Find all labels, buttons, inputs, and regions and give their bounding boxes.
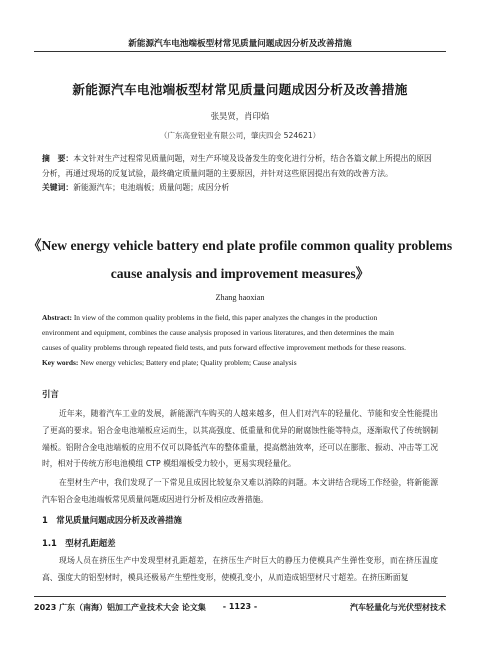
- keywords-en-label: Key words:: [42, 358, 79, 367]
- author-en: Zhang haoxian: [215, 293, 265, 302]
- keywords-zh-text: 新能源汽车；电池端板；质量问题；成因分析: [73, 183, 230, 193]
- affiliation-zh: （广东高登铝业有限公司，肇庆四会 524621）: [159, 131, 321, 140]
- running-header: 新能源汽车电池端板型材常见质量问题成因分析及改善措施: [128, 39, 352, 49]
- abstract-en: [42, 310, 442, 370]
- footer-rule: [34, 596, 446, 597]
- keywords-en-text: New energy vehicles; Battery end plate; Quality problem; Cause analysis: [78, 358, 297, 367]
- section-heading-intro: 引言: [42, 389, 59, 399]
- intro-paragraph: 在型材生产中，我们发现了一下常见且成因比较复杂又难以消除的问题。本文讲结合现场工作经验，将新能源汽车铝合金电池端板常见质量问题成因进行分析及相应改善措施。: [42, 478, 438, 504]
- abstract-zh-line: 本文针对生产过程常见质量问题，对生产环境及设备发生的变化进行分析，结合各篇文献上所提出的原因: [73, 154, 432, 163]
- abstract-en-line: causes of quality problems through repeated field tests, and puts forward effective improvement methods for these reasons.: [42, 343, 406, 352]
- footer-right: 汽车轻量化与光伏型材技术: [350, 603, 446, 612]
- abstract-zh-label: 摘 要：: [42, 154, 74, 163]
- header-rule: [34, 51, 446, 52]
- keywords-zh-label: 关键词：: [42, 183, 74, 193]
- abstract-en-line: In view of the common quality problems in the field, this paper analyzes the changes in the production: [71, 313, 378, 322]
- paper-title-en-line: 《New energy vehicle battery end plate profile common quality problems: [27, 238, 453, 253]
- section-heading-1: 1 常见质量问题成因分析及改善措施: [42, 515, 182, 525]
- footer-left: 2023 广东（南海）铝加工产业技术大会 论文集: [34, 603, 206, 612]
- abstract-en-label: Abstract:: [42, 313, 72, 322]
- intro-paragraph: 近年来，随着汽车工业的发展，新能源汽车购买的人越来越多，但人们对汽车的轻量化、节能和安全性能提出了更高的要求。铝合金电池端板应运而生，以其高强度、低重量和优异的耐腐蚀性能等特点，逐渐取代了传统钢制端板。铝附合金电池端板的应用不仅可以降低汽车的整体重量，提高燃油效率，还可以在膨胀、振动、冲击等工况时，相对于传统方形电池模组 CTP 模组端板受力较小，更易实现轻量化。: [42, 409, 438, 469]
- section-paragraph: 现场人员在挤压生产中发现型材孔距超差，在挤压生产时巨大的静压力使模具产生弹性变形，而在挤压温度高、强度大的铝型材时，模具还极易产生塑性变形，使模孔变小，从而造成铝型材尺寸超差。在挤压断面复: [42, 556, 438, 582]
- paper-title-en-line: cause analysis and improvement measures》: [110, 266, 370, 281]
- abstract-zh: [42, 152, 438, 196]
- section-heading-1-1: 1.1 型材孔距超差: [42, 538, 116, 548]
- page-number: - 1123 -: [222, 602, 258, 611]
- authors-zh: 张昊贤，肖印焰: [210, 111, 270, 121]
- paper-title-zh: 新能源汽车电池端板型材常见质量问题成因分析及改善措施: [72, 82, 408, 97]
- abstract-zh-line: 分析，再通过现场的反复试验，最终确定质量问题的主要原因，并针对这些原因提出有效的改善方法。: [42, 168, 393, 178]
- abstract-en-line: environment and equipment, combines the cause analysis proposed in various literatures, and then determines the main: [42, 328, 394, 337]
